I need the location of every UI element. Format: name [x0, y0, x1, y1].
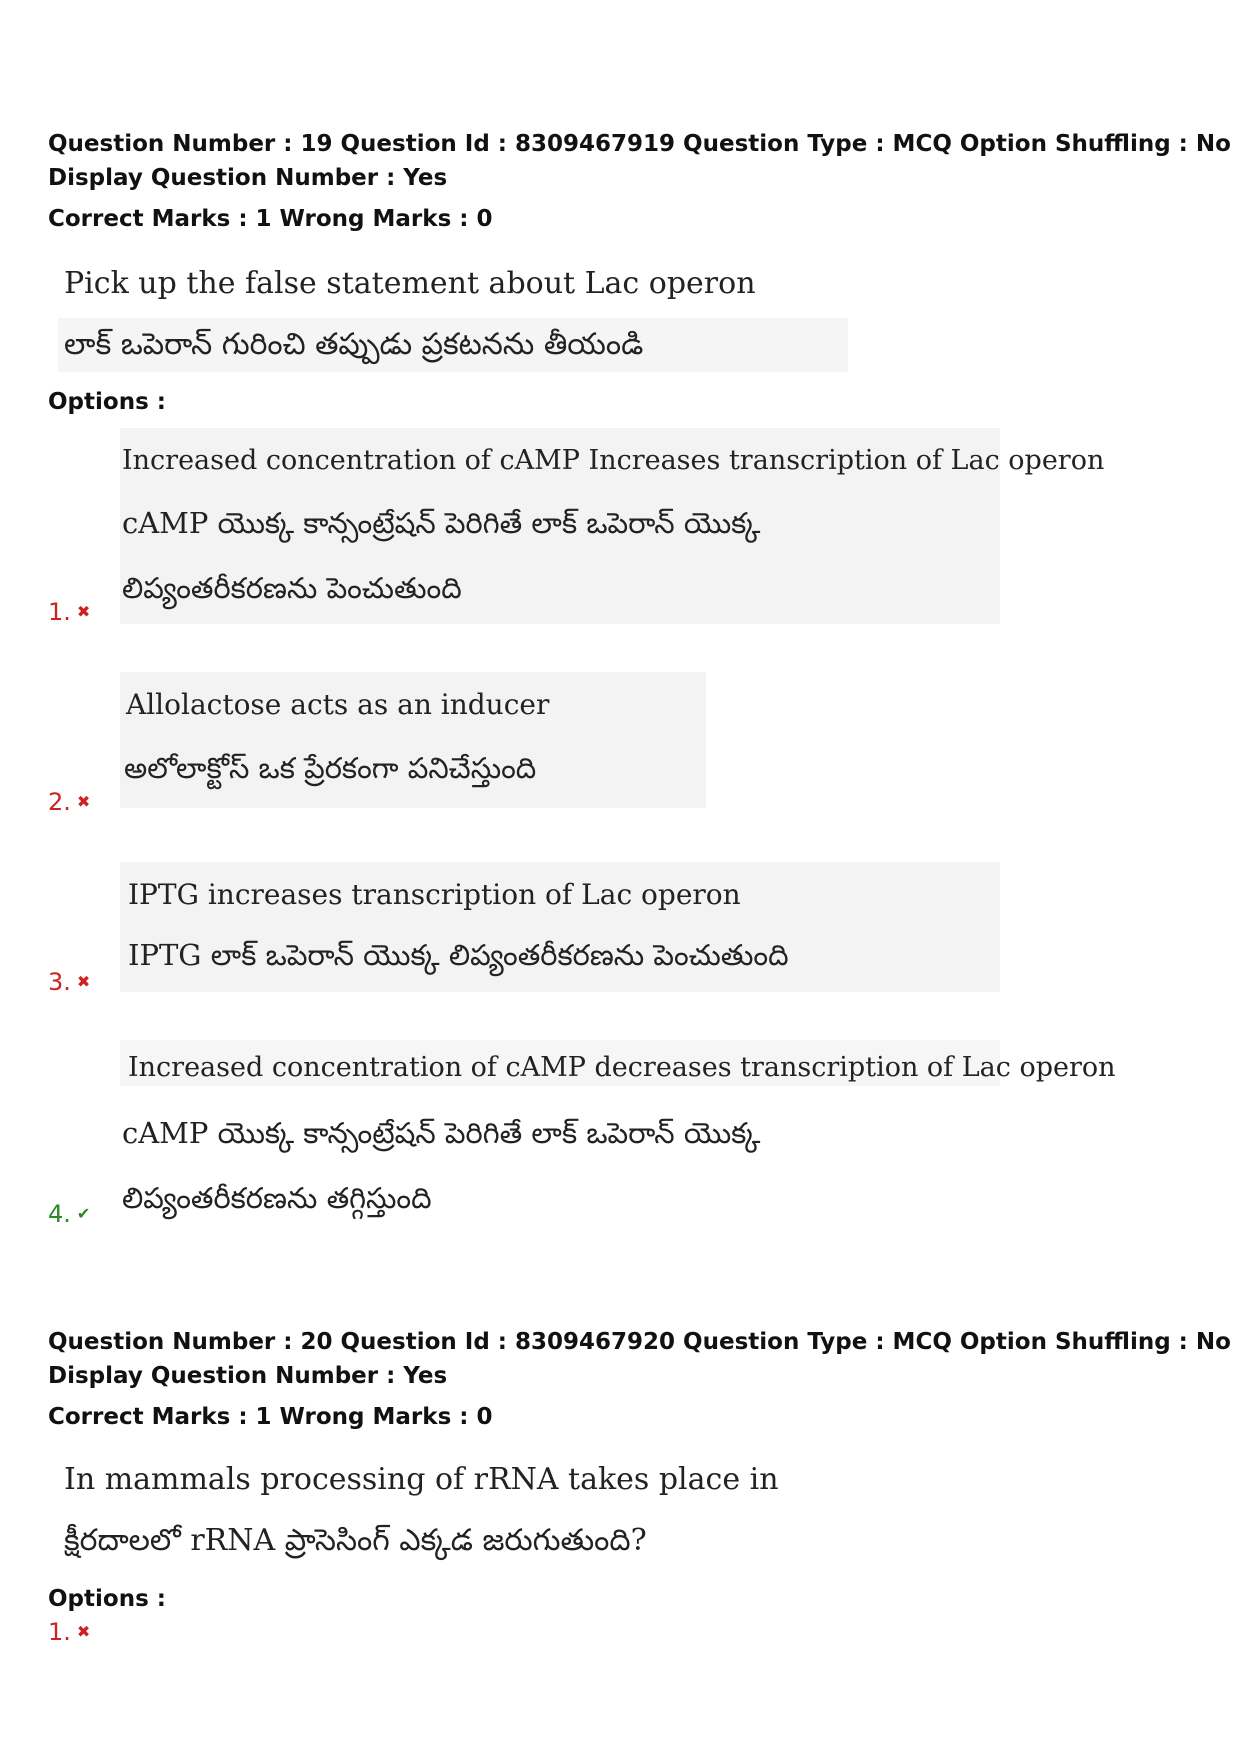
question-meta-line: Display Question Number : Yes — [48, 1363, 448, 1389]
wrong-cross-icon: ✖ — [76, 602, 91, 621]
option-3-text-en: IPTG increases transcription of Lac operon — [128, 878, 741, 911]
question-meta-line: Display Question Number : Yes — [48, 165, 448, 191]
option-number: 3. — [48, 968, 71, 996]
options-label: Options : — [48, 389, 166, 415]
option-1-number — [48, 1618, 90, 1646]
option-3-text-te: IPTG లాక్ ఒపెరాన్ యొక్క లిప్యంతరీకరణను పెంచుతుంది — [128, 938, 789, 972]
option-1-text-te-line2: లిప్యంతరీకరణను పెంచుతుంది — [122, 571, 462, 605]
option-1-number — [48, 598, 90, 626]
option-4-number — [48, 1200, 90, 1228]
question-20-meta — [48, 1325, 1231, 1393]
question-19-marks: Correct Marks : 1 Wrong Marks : 0 — [48, 206, 493, 232]
question-text-en: In mammals processing of rRNA takes place in — [64, 1462, 779, 1497]
option-number: 2. — [48, 788, 71, 816]
wrong-cross-icon: ✖ — [76, 1622, 91, 1641]
question-19-meta — [48, 127, 1231, 195]
question-20-text-en-box — [58, 1455, 779, 1505]
question-text-en: Pick up the false statement about Lac operon — [64, 266, 756, 301]
option-number: 4. — [48, 1200, 71, 1228]
question-19-text-en-box — [58, 262, 756, 306]
option-1-text-en: Increased concentration of cAMP Increases transcription of Lac operon — [122, 445, 1105, 476]
options-label: Options : — [48, 1586, 166, 1612]
question-text-te: లాక్ ఒపెరాన్ గురించి తప్పుడు ప్రకటనను తీయండి — [64, 327, 644, 362]
question-20-text-te-box — [58, 1514, 818, 1568]
option-1-text-te-line1: cAMP యొక్క కాన్సంట్రేషన్ పెరిగితే లాక్ ఒపెరాన్ యొక్క — [122, 506, 761, 540]
question-19-text-te-box — [58, 318, 848, 372]
wrong-cross-icon: ✖ — [76, 792, 91, 811]
option-number: 1. — [48, 598, 71, 626]
option-2-text-en: Allolactose acts as an inducer — [126, 688, 550, 721]
question-text-te: క్షీరదాలలో rRNA ప్రాసెసింగ్ ఎక్కడ జరుగుతుంది? — [64, 1523, 647, 1558]
wrong-cross-icon: ✖ — [76, 972, 91, 991]
option-2-text-te: అలోలాక్టోస్ ఒక ప్రేరకంగా పనిచేస్తుంది — [124, 751, 537, 785]
option-number: 1. — [48, 1618, 71, 1646]
question-meta-line: Question Number : 20 Question Id : 8309467920 Question Type : MCQ Option Shuffling : No — [48, 1329, 1231, 1355]
question-20-marks: Correct Marks : 1 Wrong Marks : 0 — [48, 1404, 493, 1430]
option-4-text-te-line2: లిప్యంతరీకరణను తగ్గిస్తుంది — [122, 1181, 432, 1215]
option-4-text-en: Increased concentration of cAMP decreases transcription of Lac operon — [128, 1052, 1116, 1083]
option-2-number — [48, 788, 90, 816]
option-3-number — [48, 968, 90, 996]
question-meta-line: Question Number : 19 Question Id : 8309467919 Question Type : MCQ Option Shuffling : No — [48, 131, 1231, 157]
option-4-text-te-line1: cAMP యొక్క కాన్సంట్రేషన్ పెరిగితే లాక్ ఒపెరాన్ యొక్క — [122, 1116, 761, 1150]
correct-check-icon: ✔ — [76, 1204, 91, 1223]
